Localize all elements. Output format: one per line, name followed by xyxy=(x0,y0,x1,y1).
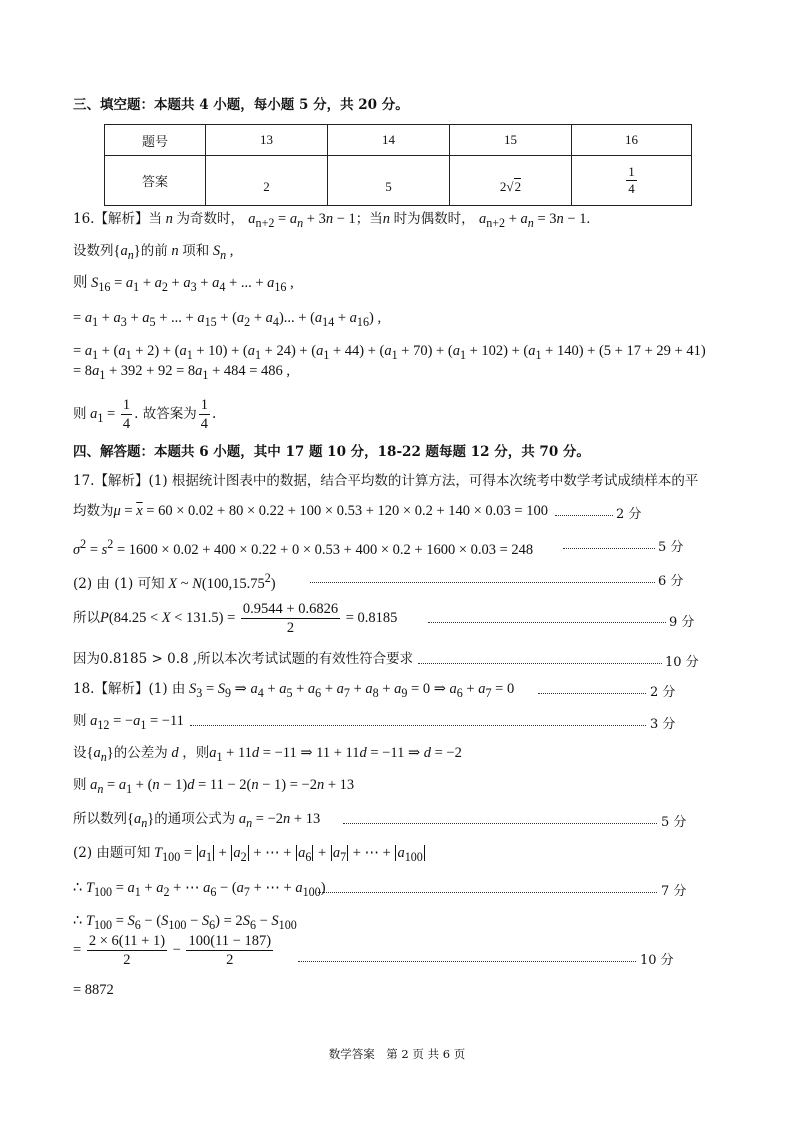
q18-text-g: 所以数列 xyxy=(73,811,127,827)
q16-text-a: 16.【解析】当 xyxy=(73,211,162,227)
dot-leader xyxy=(428,622,666,623)
table-cell-13: 13 xyxy=(206,125,328,156)
q16-text-h: 则 xyxy=(73,406,87,422)
q18-line5: 所以数列$\{a_n\}$的通项公式为 $a_n = -2n + 13$ xyxy=(73,811,321,830)
q18-result: = 8872 xyxy=(73,982,114,998)
q16-frac-den: 4 xyxy=(122,416,131,432)
q18-text-d: 的公差为 xyxy=(113,745,168,761)
dot-leader xyxy=(310,582,655,583)
q16-line1: 16.【解析】当 n 为奇数时， $a_{n+2} = a_n + 3n - 1$；当n 时为偶数时， $a_{n+2} + a_n = 3n - 1$. xyxy=(73,211,591,230)
q18-line1: 18.【解析】(1) 由 $S_3 = S_9$ ⇒ $a_4 + a_5 + a_6 + a_7 + a_8 + a_9 = 0$ ⇒ $a_6 + a_7 = 0$ xyxy=(73,681,515,700)
q18-text-c: 设 xyxy=(73,745,87,761)
q16-text-g: 项和 xyxy=(182,243,210,259)
dot-leader xyxy=(298,961,636,962)
dot-leader xyxy=(538,693,646,694)
q16-line6: = $8a_1 + 392 + 92 = 8a_1 + 484 = 486$ , xyxy=(73,363,291,382)
answer-13: 2 xyxy=(206,156,328,206)
points-label: 5 分 xyxy=(658,540,684,555)
points-label: 5 分 xyxy=(661,815,687,830)
table-header-number: 题号 xyxy=(105,125,206,156)
q16-line7: 则 $a_1$ = $\frac{1}{4}$ . 故答案为 $\frac{1}{4}$ . xyxy=(73,397,217,432)
q16-text-f: 的前 xyxy=(140,243,168,259)
q18-line7: ∴ $T_{100} = a_1 + a_2$ + ⋯ $a_6 - (a_7$ + ⋯ + $a_{100}$) xyxy=(73,880,326,899)
q16-frac2-den: 4 xyxy=(200,416,208,432)
dot-leader xyxy=(555,515,613,516)
points-label: 7 分 xyxy=(661,884,687,899)
q16-frac-num: 1 xyxy=(122,397,131,413)
q18-line3: 设$\{a_n\}$的公差为 d ，则$a_1 + 11d = -11$ ⇒ 11 + 11d = −11 ⇒ d = −2 xyxy=(73,745,462,764)
answer-15-radicand: 2 xyxy=(514,178,522,194)
q16-text-i: . 故答案为 xyxy=(134,406,197,422)
points-label: 2 分 xyxy=(650,685,676,700)
page-footer: 数学答案 第 2 页 共 6 页 xyxy=(328,1047,466,1061)
q18-text-a: 18.【解析】(1) 由 xyxy=(73,681,186,697)
points-label: 10 分 xyxy=(640,953,674,968)
sqrt-symbol: √ xyxy=(506,178,514,194)
dot-leader xyxy=(418,663,662,664)
q18-line4: 则 $a_n = a_1 + (n - 1)d = 11 - 2(n - 1) = -2n + 13$ xyxy=(73,777,355,796)
q16-text-d: 时为偶数时， xyxy=(393,211,475,227)
q17-line3: $\sigma^2 = s^2 = 1600 \times 0.02 + 400 \times 0.22 + 0 \times 0.53 + 400 \times 0.2 + 1600 \times 0.03 = 248$ xyxy=(73,537,534,558)
q18-text-f: 则 xyxy=(73,777,87,793)
q18-text-e: ，则 xyxy=(182,745,210,761)
q18-line9: = $\frac{2 \times 6(11 + 1)}{2}$ − $\frac{100(11 - 187)}{2}$ xyxy=(73,933,272,968)
answer-15-coef: 2 xyxy=(499,178,507,194)
q16-line2: 设数列$\{a_n\}$的前 n 项和 $S_n$ , xyxy=(73,243,234,262)
answer-16-num: 1 xyxy=(628,164,635,179)
q16-line4: = $a_1 + a_3 + a_5$ + ... + $a_{15} + (a_2 + a_4)$... + $(a_{14} + a_{16})$ , xyxy=(73,310,382,329)
q17-text-c: 所以 xyxy=(73,610,100,626)
q16-line5: = $a_1 + (a_1 + 2) + (a_1 + 10) + (a_1 + 24) + (a_1 + 44) + (a_1 + 70) + (a_1 + 102) + (a_1 + 140) + (5 + 17 + 29 + 41)$ xyxy=(73,343,706,362)
q17-text-a: 均数为 xyxy=(73,503,114,519)
points-label: 9 分 xyxy=(669,615,695,630)
q17-line4: (2) 由 (1) 可知 X ~ N(100,15.75$^2$) xyxy=(73,571,276,592)
q18-text-h: 的通项公式为 xyxy=(154,811,236,827)
answer-15 xyxy=(450,156,572,206)
q18-frac1-num: 2 × 6(11 + 1) xyxy=(88,933,166,949)
table-cell-14: 14 xyxy=(328,125,450,156)
answer-16-den: 4 xyxy=(628,181,635,196)
q18-line2: 则 $a_{12} = -a_1 = -11$ xyxy=(73,713,184,732)
q18-line8: ∴ $T_{100} = S_6 - (S_{100} - S_6) = 2S_6 - S_{100}$ xyxy=(73,913,297,932)
q16-text-c: ；当 xyxy=(355,211,383,227)
points-label: 3 分 xyxy=(650,717,676,732)
answer-16 xyxy=(572,156,692,206)
section3-heading: 三、填空题：本题共 4 小题，每小题 5 分，共 20 分。 xyxy=(73,97,409,113)
answer-14: 5 xyxy=(328,156,450,206)
q18-frac2-num: 100(11 − 187) xyxy=(188,933,272,949)
q17-line5: 所以P(84.25 < X < 131.5) = $\frac{0.9544 + 0.6826}{2}$ = 0.8185 xyxy=(73,601,398,636)
points-label: 6 分 xyxy=(658,574,684,589)
section4-heading: 四、解答题：本题共 6 小题，其中 17 题 10 分，18-22 题每题 12 分，共 70 分。 xyxy=(73,444,590,460)
table-cell-15: 15 xyxy=(450,125,572,156)
q17-text-b: (2) 由 (1) 可知 xyxy=(73,575,165,592)
dot-leader xyxy=(563,548,655,549)
q17-frac-num: 0.9544 + 0.6826 xyxy=(242,601,339,617)
q16-text-b: 为奇数时， xyxy=(176,211,244,227)
table-header-answer: 答案 xyxy=(105,156,206,206)
q18-line6: (2) 由题可知 $T_{100} = a_1 + a_2$ + ⋯ + $a_6 + a_7$ + ⋯ + $a_{100}$ xyxy=(73,845,423,864)
q18-text-i: (2) 由题可知 xyxy=(73,845,151,861)
dot-leader xyxy=(190,725,646,726)
q17-line1: 17.【解析】(1) 根据统计图表中的数据，结合平均数的计算方法，可得本次统考中数学考试成绩样本的平 xyxy=(73,473,699,489)
q17-frac-den: 2 xyxy=(241,618,340,637)
q17-line6: 因为0.8185 > 0.8 ,所以本次考试试题的有效性符合要求 xyxy=(73,651,414,667)
answer-table xyxy=(104,124,692,206)
q18-frac2-den: 2 xyxy=(186,950,273,969)
dot-leader xyxy=(343,823,657,824)
q18-text-b: 则 xyxy=(73,713,87,729)
points-label: 2 分 xyxy=(616,507,642,522)
table-cell-16: 16 xyxy=(572,125,692,156)
q16-frac2-num: 1 xyxy=(200,397,208,413)
points-label: 10 分 xyxy=(665,655,699,670)
q17-line2: 均数为$\mu = \overline{x} = 60 \times 0.02 + 80 \times 0.22 + 100 \times 0.53 + 120 \times 0.2 + 140 \times 0.03 = 100$ xyxy=(73,503,548,519)
q16-line3: 则 $S_{16} = a_1 + a_2 + a_3 + a_4$ + ... + $a_{16}$ , xyxy=(73,275,294,294)
dot-leader xyxy=(318,892,657,893)
q16-text-e: 设数列 xyxy=(73,243,114,259)
q18-frac1-den: 2 xyxy=(87,950,167,969)
